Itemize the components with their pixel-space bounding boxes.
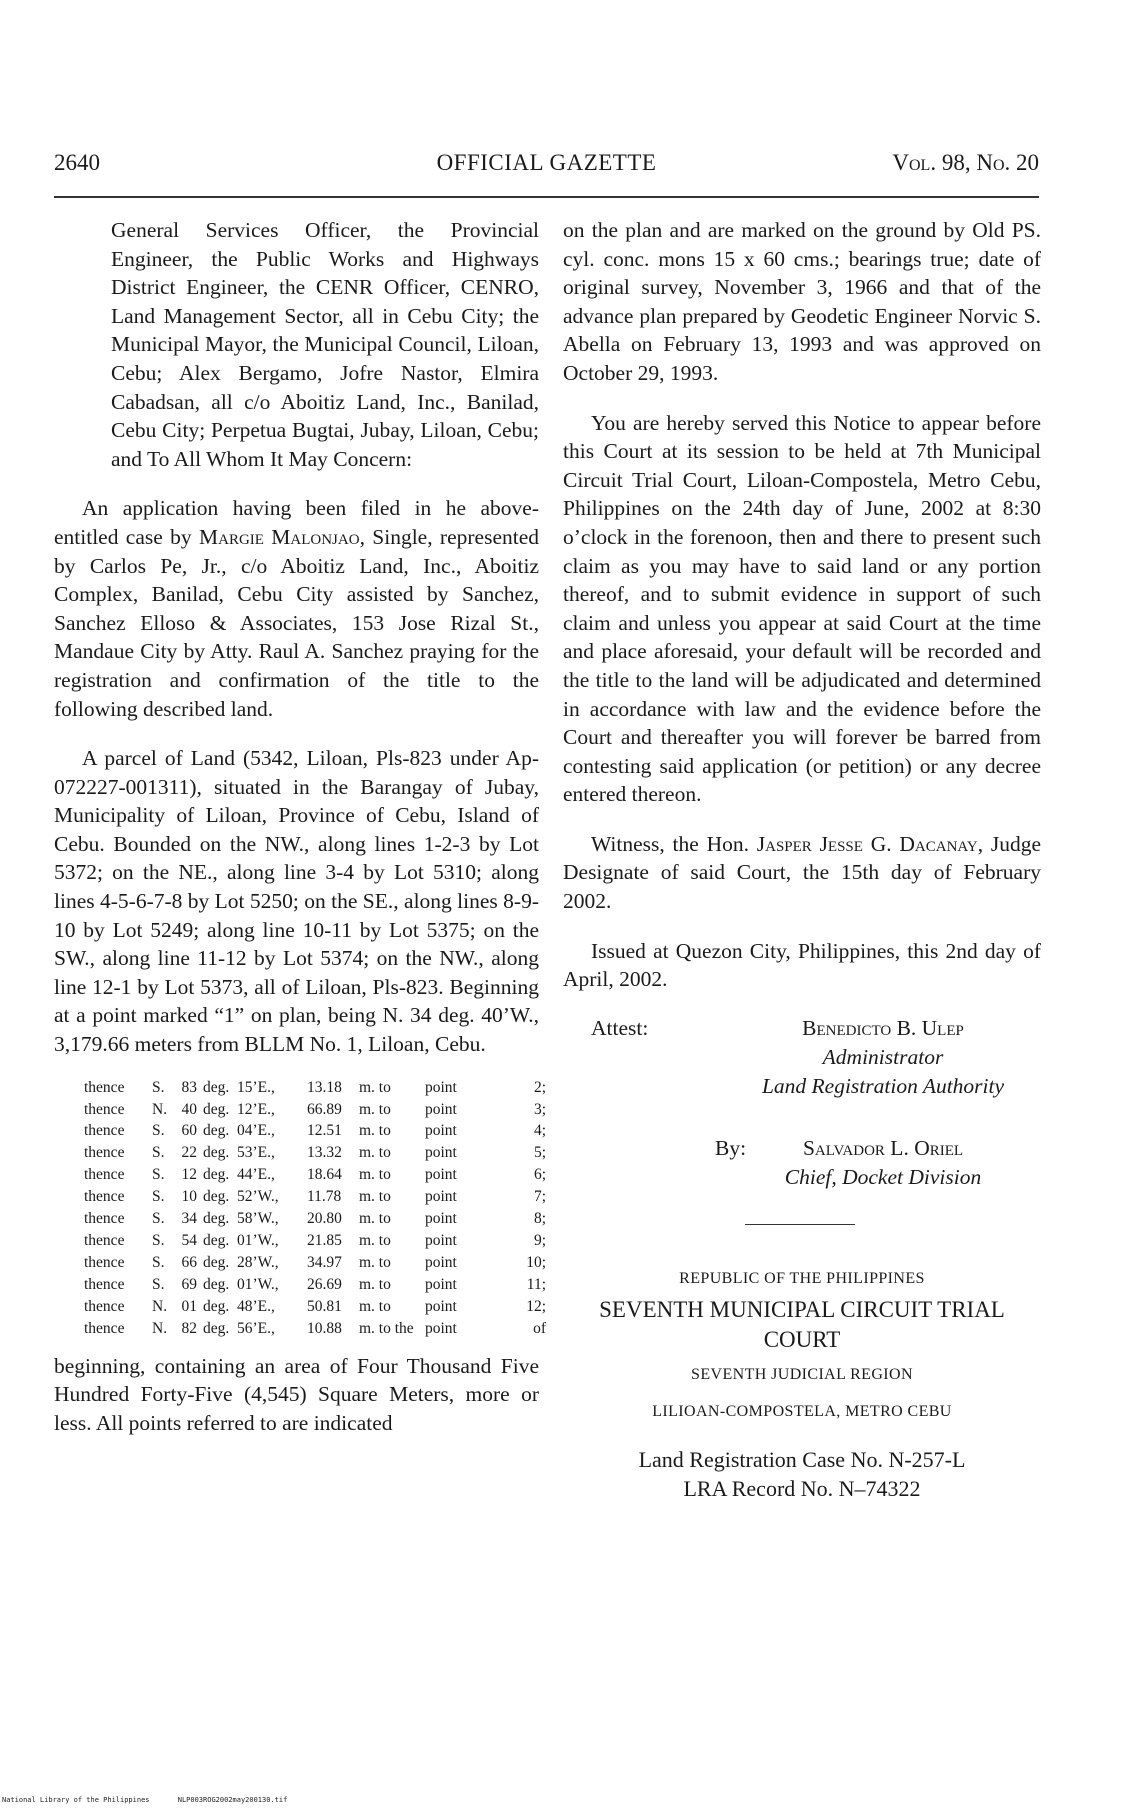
bearing-dir: S. [152,1210,165,1228]
bearing-num: of [533,1319,546,1337]
bearing-unit: m. to [359,1100,391,1118]
bearing-ang: 56’E., [237,1319,275,1337]
bearing-dir: S. [152,1253,165,1271]
bearing-pt: point [425,1253,457,1271]
header-rule [54,196,1039,198]
bearing-degword: deg. [203,1297,230,1315]
bearing-dir: N. [152,1319,168,1337]
bearing-degword: deg. [203,1122,230,1140]
bearing-ang: 01’W., [237,1275,279,1293]
bearing-word: thence [84,1210,125,1228]
bearing-word: thence [84,1122,125,1140]
witness-paragraph: Witness, the Hon. Jasper Jesse G. Dacanay, Judge Designate of said Court, the 15th day of February 2002. [563,831,1041,914]
bearing-pt: point [425,1166,457,1184]
attest-label: Attest: [591,1015,649,1040]
bearing-row [84,1077,546,1099]
right-column [563,216,1041,1503]
bearing-num: 2; [533,1078,546,1096]
bearing-dir: S. [152,1231,165,1249]
bearing-degword: deg. [203,1144,230,1162]
bearing-num: 5; [533,1144,546,1162]
bearing-word: thence [84,1188,125,1206]
bearing-dir: S. [152,1144,165,1162]
bearing-row [84,1318,546,1340]
bearing-ang: 28’W., [237,1253,279,1271]
bearing-row [84,1120,546,1142]
bearing-row [84,1164,546,1186]
bearing-dir: S. [152,1166,165,1184]
bearing-unit: m. to [359,1297,391,1315]
bearing-unit: m. to [359,1188,391,1206]
bearing-dist: 26.69 [307,1275,342,1293]
republic-line: REPUBLIC OF THE PHILIPPINES [679,1269,925,1287]
bearing-dir: S. [152,1078,165,1096]
notice-paragraph: You are hereby served this Notice to appear before this Court at its session to be held at 7th Municipal Circuit Trial Court, Liloan-Compostela, Metro Cebu, Philippines on the 24th day of June, 2002 at 8:30 o’clock in the forenoon, then and there to present such claim as you may have to said land or any portion thereof, and to submit evidence in support of such claim and unless you appear at said Court at the time and place aforesaid, your default will be recorded and the title to the land will be adjudicated and determined in accordance with law and the evidence before the Court and thereafter you will forever be barred from contesting said application (or petition) or any decree entered thereon. [563,410,1041,807]
attest-agency: Land Registration Authority [761,1073,1005,1098]
bearing-dir: N. [152,1297,168,1315]
bearing-pt: point [425,1275,457,1293]
bearing-ang: 04’E., [237,1122,275,1140]
bearing-pt: point [425,1188,457,1206]
bearing-pt: point [425,1210,457,1228]
bearing-num: 7; [533,1188,546,1206]
bearing-unit: m. to [359,1210,391,1228]
scan-filename: NLP003ROG2002may200130.tif [177,1796,288,1804]
bearing-dist: 10.88 [307,1319,342,1337]
bearing-deg: 10 [181,1188,197,1206]
survey-paragraph: on the plan and are marked on the ground by Old PS. cyl. conc. mons 15 x 60 cms.; bearings true; date of original survey, November 3, 1966 and that of the advance plan prepared by Geodetic Engineer Norvic S. Abella on February 13, 1993 and was approved on October 29, 1993. [563,218,1041,385]
judicial-region: SEVENTH JUDICIAL REGION [691,1366,913,1384]
bearing-dir: S. [152,1122,165,1140]
by-signatory: Salvador L. Oriel [802,1135,964,1160]
applicant-name: Margie Malonjao [199,524,360,549]
left-column [54,216,546,1437]
bearing-deg: 01 [181,1297,197,1315]
case-number: Land Registration Case No. N-257-L [638,1446,966,1472]
bearing-word: thence [84,1166,125,1184]
bearing-unit: m. to [359,1275,391,1293]
bearing-pt: point [425,1078,457,1096]
bearing-degword: deg. [203,1231,230,1249]
judge-name: Jasper Jesse G. Dacanay [756,831,978,856]
bearing-dist: 11.78 [307,1188,342,1206]
attest-title: Administrator [822,1044,944,1069]
page-header [54,150,1039,184]
bearing-row [84,1099,546,1121]
bearing-word: thence [84,1100,125,1118]
bearing-unit: m. to [359,1166,391,1184]
bearing-deg: 22 [181,1144,197,1162]
bearing-unit: m. to [359,1078,391,1096]
bearing-word: thence [84,1275,125,1293]
bearing-num: 8; [533,1210,546,1228]
by-title: Chief, Docket Division [784,1164,982,1189]
lra-record-number: LRA Record No. N–74322 [683,1475,921,1501]
bearing-ang: 01’W., [237,1231,279,1249]
bearing-degword: deg. [203,1275,230,1293]
bearing-deg: 34 [181,1210,197,1228]
bearing-word: thence [84,1078,125,1096]
bearing-num: 10; [526,1253,546,1271]
page-number: 2640 [54,150,100,175]
bearing-num: 6; [533,1166,546,1184]
bearing-num: 11; [526,1275,546,1293]
bearing-deg: 69 [181,1275,197,1293]
bearing-dist: 21.85 [307,1231,342,1249]
addressee-paragraph: General Services Officer, the Provincial Engineer, the Public Works and Highways District Engineer, the CENR Officer, CENRO, Land Management Sector, all in Cebu City; the Municipal Mayor, the Municipal Council, Liloan, Cebu; Alex Bergamo, Jofre Nastor, Elmira Cabadsan, all c/o Aboitiz Land, Inc., Banilad, Cebu City; Perpetua Bugtai, Jubay, Liloan, Cebu; and To All Whom It May Concern: [111,218,539,471]
bearings-table [84,1077,546,1340]
bearing-dir: S. [152,1275,165,1293]
bearing-dist: 34.97 [307,1253,342,1271]
bearing-deg: 83 [181,1078,197,1096]
bearing-row [84,1252,546,1274]
bearing-degword: deg. [203,1166,230,1184]
bearing-row [84,1274,546,1296]
bearing-ang: 58’W., [237,1210,279,1228]
bearing-dist: 18.64 [307,1166,342,1184]
bearing-dist: 13.32 [307,1144,342,1162]
bearing-row [84,1230,546,1252]
bearing-dir: S. [152,1188,165,1206]
bearing-deg: 54 [181,1231,197,1249]
bearing-degword: deg. [203,1253,230,1271]
bearing-num: 4; [533,1122,546,1140]
bearing-deg: 82 [181,1319,197,1337]
bearing-deg: 66 [181,1253,197,1271]
area-paragraph: beginning, containing an area of Four Thousand Five Hundred Forty-Five (4,545) Square Meters, more or less. All points referred to are indicated [54,1353,539,1435]
bearing-row [84,1296,546,1318]
bearing-ang: 12’E., [237,1100,275,1118]
bearing-unit: m. to [359,1144,391,1162]
bearing-degword: deg. [203,1078,230,1096]
bearing-deg: 12 [181,1166,197,1184]
bearing-dist: 13.18 [307,1078,342,1096]
bearing-ang: 15’E., [237,1078,275,1096]
bearing-word: thence [84,1297,125,1315]
bearing-num: 9; [533,1231,546,1249]
scan-footer [2,1796,311,1804]
section-divider [745,1224,855,1225]
parcel-description: A parcel of Land (5342, Liloan, Pls-823 under Ap-072227-001311), situated in the Barangay of Jubay, Municipality of Liloan, Province of Cebu, Island of Cebu. Bounded on the NW., along lines 1-2-3 by Lot 5372; on the NE., along line 3-4 by Lot 5310; along lines 4-5-6-7-8 by Lot 5250; on the SE., along lines 8-9-10 by Lot 5249; along line 10-11 by Lot 5375; on the SW., along line 11-12 by Lot 5374; on the NW., along line 12-1 by Lot 5373, all of Liloan, Pls-823. Beginning at a point marked “1” on plan, being N. 34 deg. 40’W., 3,179.66 meters from BLLM No. 1, Liloan, Cebu. [54,746,539,1057]
bearing-dir: N. [152,1100,168,1118]
application-paragraph: An application having been filed in he above-entitled case by Margie Malonjao, Single, represented by Carlos Pe, Jr., c/o Aboitiz Land, Inc., Aboitiz Complex, Banilad, Cebu City assisted by Sanchez, Sanchez Elloso & Associates, 153 Jose Rizal St., Mandaue City by Atty. Raul A. Sanchez praying for the registration and confirmation of the title to the following described land. [54,496,540,721]
bearing-row [84,1208,546,1230]
court-location: LILIOAN-COMPOSTELA, METRO CEBU [652,1403,952,1421]
attest-block [563,1014,1041,1126]
by-block [563,1134,1041,1196]
bearing-dist: 66.89 [307,1100,342,1118]
issued-paragraph: Issued at Quezon City, Philippines, this 2nd day of April, 2002. [563,938,1041,992]
publication-title: OFFICIAL GAZETTE [436,150,657,175]
bearing-word: thence [84,1319,125,1337]
bearing-unit: m. to [359,1231,391,1249]
bearing-ang: 53’E., [237,1144,275,1162]
bearing-pt: point [425,1319,457,1337]
bearing-ang: 52’W., [237,1188,279,1206]
court-name: SEVENTH MUNICIPAL CIRCUIT TRIAL COURT [599,1297,1005,1353]
bearing-degword: deg. [203,1188,230,1206]
bearing-degword: deg. [203,1210,230,1228]
bearing-pt: point [425,1144,457,1162]
bearing-num: 3; [533,1100,546,1118]
library-credit: National Library of the Philippines [2,1796,150,1804]
bearing-pt: point [425,1100,457,1118]
bearing-degword: deg. [203,1319,230,1337]
bearing-row [84,1186,546,1208]
bearing-unit: m. to [359,1253,391,1271]
bearing-pt: point [425,1122,457,1140]
by-label: By: [715,1135,747,1160]
bearing-word: thence [84,1144,125,1162]
bearing-ang: 44’E., [237,1166,275,1184]
attest-signatory: Benedicto B. Ulep [802,1015,964,1040]
bearing-word: thence [84,1253,125,1271]
bearing-word: thence [84,1231,125,1249]
bearing-ang: 48’E., [237,1297,275,1315]
bearing-pt: point [425,1297,457,1315]
bearing-dist: 20.80 [307,1210,342,1228]
bearing-dist: 12.51 [307,1122,342,1140]
bearing-unit: m. to [359,1122,391,1140]
bearing-num: 12; [526,1297,546,1315]
bearing-degword: deg. [203,1100,230,1118]
bearing-row [84,1142,546,1164]
volume-number: Vol. 98, No. 20 [892,150,1039,175]
bearing-deg: 40 [181,1100,197,1118]
bearing-deg: 60 [181,1122,197,1140]
bearing-pt: point [425,1231,457,1249]
bearing-unit: m. to the [359,1319,414,1337]
bearing-dist: 50.81 [307,1297,342,1315]
